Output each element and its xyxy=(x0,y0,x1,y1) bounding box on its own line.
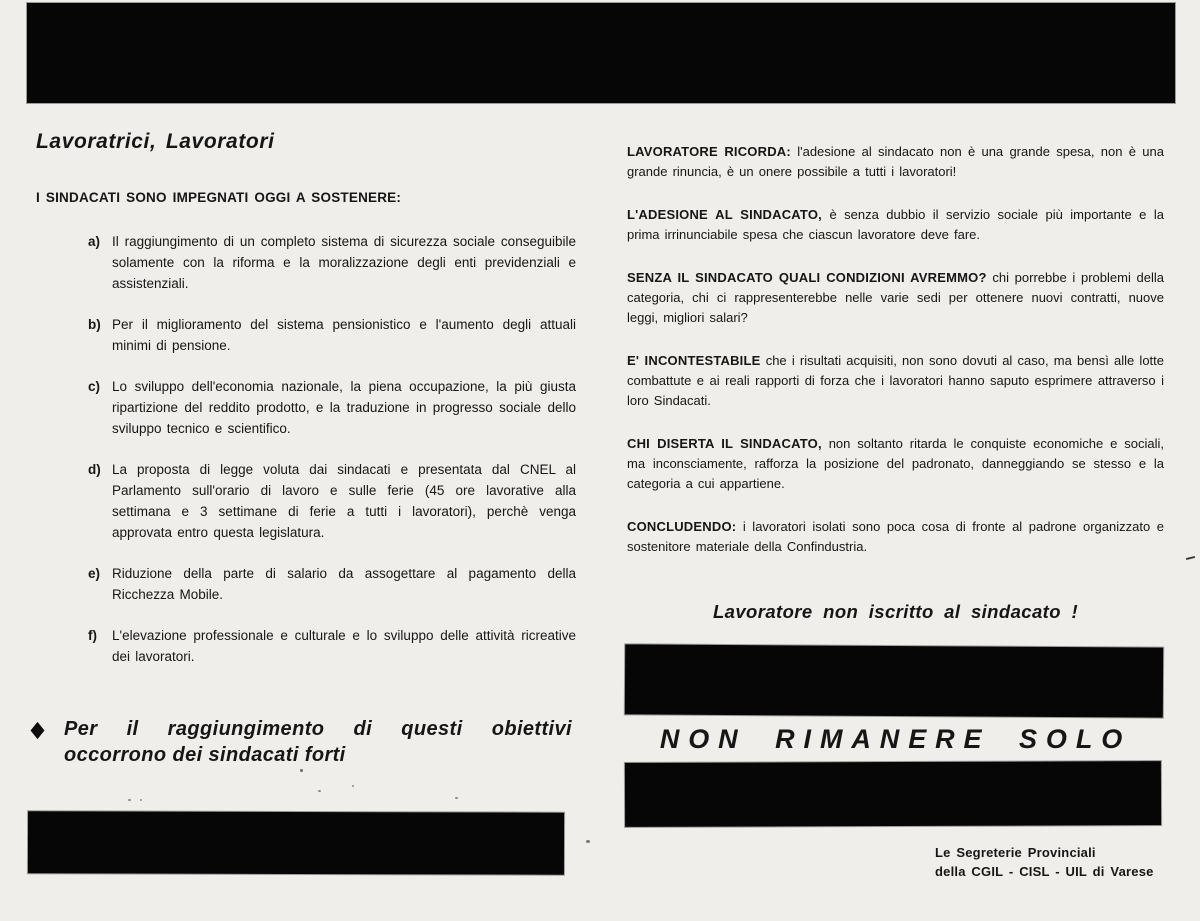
paragraph xyxy=(627,517,1164,557)
closing-heading-line2: occorrono dei sindacati forti xyxy=(64,744,346,766)
signature-block xyxy=(935,843,1154,881)
list-item-text: Il raggiungimento di un completo sistema di sicurezza sociale conseguibile solamente con la riforma e la moralizzazione degli enti previdenziali e assistenziali. xyxy=(112,234,576,291)
list-item-letter: d) xyxy=(88,462,101,477)
paragraph xyxy=(627,205,1164,245)
closing-heading xyxy=(64,716,572,768)
list-item-letter: b) xyxy=(88,317,101,332)
paragraph-text: l'adesione al sindacato non è una grande spesa, non è una grande rinuncia, è un onere possibile a tutti i lavoratori! xyxy=(627,144,1164,179)
list-item xyxy=(36,231,576,294)
list-item xyxy=(36,625,576,667)
redacted-block-right-upper xyxy=(625,644,1163,717)
list-item-text: L'elevazione professionale e culturale e lo sviluppo delle attività ricreative dei lavoratori. xyxy=(112,628,576,664)
list-item-text: La proposta di legge voluta dai sindacati e presentata dal CNEL al Parlamento sull'orario di lavoro e sulle ferie (45 ore lavorative alla settimana e 3 settimane di ferie a tutti i lavoratori), perchè venga approvata entro questa legislatura. xyxy=(112,462,576,540)
paragraph xyxy=(627,434,1164,494)
right-column xyxy=(627,142,1164,580)
redacted-header-block xyxy=(27,3,1175,103)
paragraph-text: è senza dubbio il servizio sociale più importante e la prima irrinunciabile spesa che ciascun lavoratore deve fare. xyxy=(627,207,1164,242)
list-item-letter: c) xyxy=(88,379,101,394)
demands-list xyxy=(36,231,576,667)
list-item-text: Lo sviluppo dell'economia nazionale, la piena occupazione, la più giusta ripartizione del reddito prodotto, e la traduzione in progresso sociale dello sviluppo tecnico e scientifico. xyxy=(112,379,576,436)
list-item-letter: f) xyxy=(88,628,97,643)
paragraph-lead: SENZA IL SINDACATO QUALI CONDIZIONI AVREMMO? xyxy=(627,270,987,285)
scan-speckle xyxy=(300,769,303,772)
paragraph-text: chi porrebbe i problemi della categoria, chi ci rappresenterebbe nelle varie sedi per ottenere nuovi contratti, nuove leggi, migliori salari? xyxy=(627,270,1164,325)
diamond-bullet-icon xyxy=(31,722,45,739)
scan-speckle xyxy=(128,799,131,801)
paragraph-lead: CONCLUDENDO: xyxy=(627,519,737,534)
scan-speckle xyxy=(586,840,590,843)
list-item-text: Riduzione della parte di salario da assogettare al pagamento della Ricchezza Mobile. xyxy=(112,566,576,602)
paragraph xyxy=(627,351,1164,411)
list-item xyxy=(36,459,576,543)
scan-mark xyxy=(1186,556,1195,560)
scan-speckle xyxy=(140,799,142,801)
page-title: Lavoratrici, Lavoratori xyxy=(36,130,275,153)
paragraph-text: i lavoratori isolati sono poca cosa di fronte al padrone organizzato e sostenitore materiale della Confindustria. xyxy=(627,519,1164,554)
list-item xyxy=(36,563,576,605)
paragraph xyxy=(627,268,1164,328)
signature-line1: Le Segreterie Provinciali xyxy=(935,845,1096,860)
paragraph-lead: CHI DISERTA IL SINDACATO, xyxy=(627,436,822,451)
closing-heading-line1: Per il raggiungimento di questi obiettivi xyxy=(64,718,572,740)
paragraph-lead: E' INCONTESTABILE xyxy=(627,353,761,368)
slogan-heading: NON RIMANERE SOLO xyxy=(659,724,1132,754)
list-item-text: Per il miglioramento del sistema pensionistico e l'aumento degli attuali minimi di pensione. xyxy=(112,317,576,353)
list-item xyxy=(36,314,576,356)
intro-line: I SINDACATI SONO IMPEGNATI OGGI A SOSTENERE: xyxy=(36,190,402,205)
list-item-letter: a) xyxy=(88,234,101,249)
list-item xyxy=(36,376,576,439)
signature-line2: della CGIL - CISL - UIL di Varese xyxy=(935,864,1154,879)
scan-speckle xyxy=(455,797,458,799)
redacted-block-bottom-left xyxy=(28,811,564,874)
appeal-heading: Lavoratore non iscritto al sindacato ! xyxy=(712,601,1079,622)
list-item-letter: e) xyxy=(88,566,101,581)
left-column xyxy=(36,130,576,687)
paragraph-text: che i risultati acquisiti, non sono dovuti al caso, ma bensì alle lotte combattute e ai reali rapporti di forza che i lavoratori hanno saputo esprimere attraverso i loro Sindacati. xyxy=(627,353,1165,408)
scan-speckle xyxy=(318,790,321,792)
scan-speckle xyxy=(352,785,354,787)
redacted-block-right-lower xyxy=(625,761,1161,827)
paragraph-text: non soltanto ritarda le conquiste economiche e sociali, ma inconsciamente, rafforza la posizione del padronato, danneggiando se stesso e la categoria a cui appartiene. xyxy=(627,436,1164,491)
paragraph-lead: L'ADESIONE AL SINDACATO, xyxy=(627,207,822,222)
paragraph xyxy=(627,142,1164,182)
paragraph-lead: LAVORATORE RICORDA: xyxy=(627,144,791,159)
